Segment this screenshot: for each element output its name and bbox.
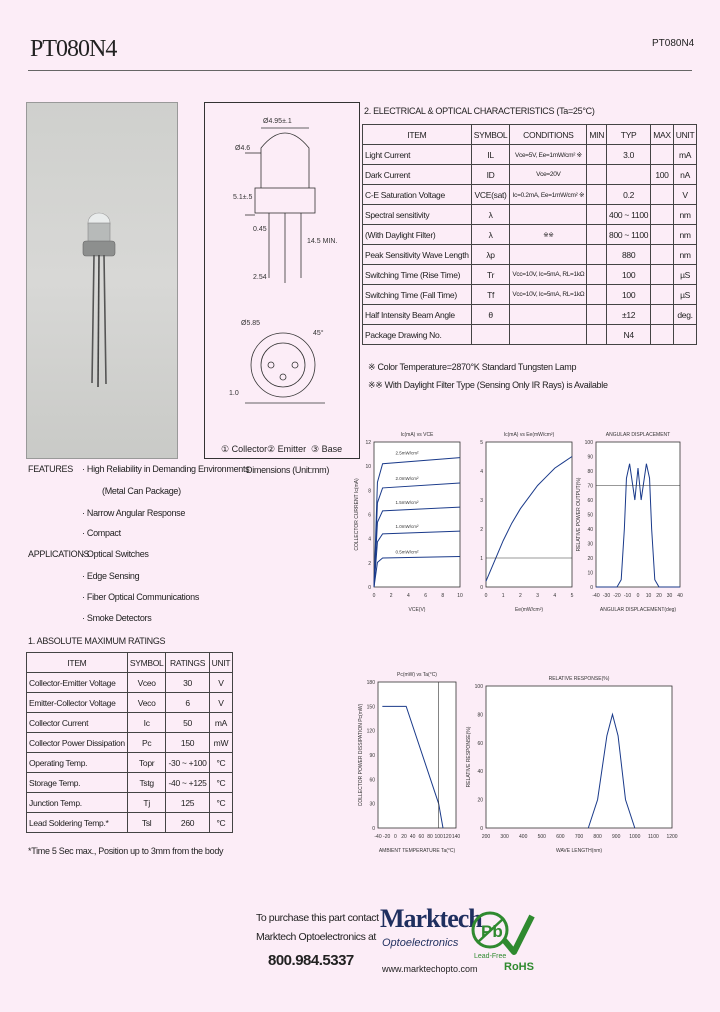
abs-table-row (27, 733, 233, 753)
abs-table-row (27, 813, 233, 833)
x-tick-label: 30 (666, 593, 673, 599)
abs-cell: Operating Temp. (27, 753, 128, 773)
features-label: FEATURES (28, 464, 73, 474)
x-tick-label: 6 (424, 593, 427, 599)
series-label: 2.5mW/cm² (395, 450, 419, 456)
feature-item: (Metal Can Package) (102, 486, 181, 496)
electrical-cell (510, 205, 587, 225)
electrical-cell (510, 325, 587, 345)
dim-label-7: 45° (313, 330, 324, 337)
abs-cell: °C (209, 793, 233, 813)
applications-label: APPLICATIONS (28, 549, 90, 559)
electrical-table-row (363, 165, 697, 185)
y-tick-label: 0 (480, 585, 483, 591)
electrical-cell (510, 245, 587, 265)
y-tick-label: 10 (365, 464, 371, 471)
abs-cell: Collector Power Dissipation (27, 733, 128, 753)
electrical-cell: λ (471, 225, 510, 245)
electrical-cell (607, 165, 651, 185)
el-header-symbol: SYMBOL (471, 125, 510, 145)
electrical-cell (673, 325, 697, 345)
lead-free-text: Lead-Free (474, 953, 507, 960)
electrical-table-row (363, 185, 697, 205)
electrical-cell (587, 185, 607, 205)
feature-item: · High Reliability in Demanding Environments (82, 464, 250, 474)
x-axis-label: AMBIENT TEMPERATURE Ta(°C) (378, 848, 456, 854)
electrical-cell: Package Drawing No. (363, 325, 472, 345)
electrical-cell: Switching Time (Fall Time) (363, 285, 472, 305)
electrical-cell: ID (471, 165, 510, 185)
electrical-cell (471, 325, 510, 345)
abs-cell: Ic (127, 713, 166, 733)
electrical-cell (651, 245, 674, 265)
y-tick-label: 12 (365, 440, 371, 446)
abs-cell: Topr (127, 753, 166, 773)
electrical-cell: nm (673, 225, 697, 245)
electrical-cell: λ (471, 205, 510, 225)
y-tick-label: 60 (477, 740, 483, 747)
chart-title: Ic(mA) vs Ee(mW/cm²) (503, 432, 555, 438)
y-tick-label: 60 (369, 777, 375, 784)
y-tick-label: 20 (477, 797, 483, 804)
y-tick-label: 40 (587, 527, 593, 533)
abs-header-item: ITEM (27, 653, 128, 673)
electrical-cell: Ic=0.2mA, Ee=1mW/cm² ※ (510, 185, 587, 205)
abs-cell: -30 ~ +100 (166, 753, 209, 773)
abs-cell: Storage Temp. (27, 773, 128, 793)
el-header-unit: UNIT (673, 125, 697, 145)
x-tick-label: 700 (574, 834, 584, 840)
electrical-cell (587, 225, 607, 245)
electrical-table-row (363, 225, 697, 245)
purchase-line-2: Marktech Optoelectronics at (256, 931, 376, 943)
abs-header-ratings: RATINGS (166, 653, 209, 673)
x-tick-label: 2 (519, 593, 522, 599)
outline-drawing (205, 103, 359, 458)
product-photo (26, 102, 178, 459)
abs-cell: -40 ~ +125 (166, 773, 209, 793)
electrical-cell: 400 ~ 1100 (607, 205, 651, 225)
x-tick-label: 0 (372, 593, 376, 599)
electrical-cell: 100 (651, 165, 674, 185)
y-tick-label: 120 (366, 728, 375, 735)
dim-label-1: Ø4.6 (235, 145, 251, 152)
electrical-cell (587, 265, 607, 285)
electrical-cell (510, 305, 587, 325)
electrical-cell: Vce=20V (510, 165, 587, 185)
y-tick-label: 100 (474, 684, 483, 690)
dim-label-6: Ø5.85 (241, 320, 261, 327)
electrical-cell: 100 (607, 285, 651, 305)
chart-title: Pc(mW) vs Ta(°C) (397, 672, 437, 678)
abs-cell: Veco (127, 693, 166, 713)
electrical-cell: nm (673, 205, 697, 225)
electrical-cell: nm (673, 245, 697, 265)
chart-ic-vce (348, 412, 466, 622)
application-item: · Edge Sensing (82, 571, 140, 581)
abs-cell: Tstg (127, 773, 166, 793)
electrical-cell: (With Daylight Filter) (363, 225, 472, 245)
electrical-cell: Spectral sensitivity (363, 205, 472, 225)
electrical-cell: V (673, 185, 697, 205)
series-label: 1.5mW/cm² (395, 500, 419, 506)
electrical-cell: Vcc=10V, Ic=5mA, RL=1kΩ (510, 265, 587, 285)
electrical-cell (587, 285, 607, 305)
electrical-cell: Light Current (363, 145, 472, 165)
el-header-conditions: CONDITIONS (510, 125, 587, 145)
y-tick-label: 2 (368, 560, 371, 567)
x-tick-label: -40 (374, 834, 382, 840)
application-item: · Optical Switches (82, 549, 149, 559)
abs-cell: 150 (166, 733, 209, 753)
application-item: · Smoke Detectors (82, 613, 152, 623)
x-tick-label: 8 (441, 593, 445, 599)
x-tick-label: 3 (536, 593, 539, 599)
abs-cell: Junction Temp. (27, 793, 128, 813)
abs-cell: Pc (127, 733, 166, 753)
x-tick-label: 40 (677, 593, 683, 599)
phone-number[interactable]: 800.984.5337 (268, 952, 354, 969)
abs-header-unit: UNIT (209, 653, 233, 673)
purchase-line-1: To purchase this part contact (256, 912, 379, 924)
x-tick-label: 100 (434, 834, 443, 840)
abs-cell: Collector Current (27, 713, 128, 733)
electrical-cell: nA (673, 165, 697, 185)
chart-title: RELATIVE RESPONSE(%) (548, 676, 610, 682)
feature-item: · Narrow Angular Response (82, 508, 186, 518)
x-tick-label: -30 (602, 593, 611, 599)
abs-max-table (26, 652, 233, 833)
abs-cell: Vceo (127, 673, 166, 693)
abs-cell: V (209, 693, 233, 713)
website-link[interactable]: www.marktechopto.com (382, 964, 478, 974)
x-tick-label: -40 (592, 593, 600, 599)
part-number-title: PT080N4 (30, 36, 117, 62)
plot-area (486, 442, 572, 587)
x-tick-label: 300 (500, 834, 509, 840)
abs-max-title: 1. ABSOLUTE MAXIMUM RATINGS (28, 636, 166, 646)
x-tick-label: 4 (553, 593, 557, 599)
pb-text: Pb (481, 922, 503, 941)
abs-cell: °C (209, 753, 233, 773)
electrical-table-row (363, 305, 697, 325)
phototransistor-image (27, 103, 177, 458)
x-tick-label: 4 (407, 593, 410, 599)
electrical-cell (587, 165, 607, 185)
y-tick-label: 3 (480, 498, 483, 504)
x-tick-label: 140 (451, 834, 461, 840)
pin-collector: ① Collector (221, 444, 268, 454)
dimensions-caption: Dimensions (Unit:mm) (246, 465, 330, 475)
electrical-table-row (363, 265, 697, 285)
y-tick-label: 0 (372, 826, 375, 832)
electrical-cell (587, 305, 607, 325)
dim-label-5: 2.54 (253, 274, 267, 281)
series-label: 0.5mW/cm² (395, 549, 419, 555)
header-part-number: PT080N4 (652, 38, 695, 49)
electrical-cell: 0.2 (607, 185, 651, 205)
electrical-cell (651, 225, 674, 245)
x-axis-label: WAVE LENGTH(nm) (555, 848, 603, 854)
el-header-typ: TYP (607, 125, 651, 145)
electrical-cell: λp (471, 245, 510, 265)
x-axis-label: VCE(V) (408, 607, 426, 613)
abs-cell: °C (209, 813, 233, 833)
electrical-cell: Tf (471, 285, 510, 305)
electrical-cell: IL (471, 145, 510, 165)
y-axis-label: RELATIVE RESPONSE(%) (466, 726, 472, 788)
electrical-cell: Half Intensity Beam Angle (363, 305, 472, 325)
y-tick-label: 90 (587, 454, 593, 461)
el-header-item: ITEM (363, 125, 472, 145)
electrical-cell: µS (673, 265, 697, 285)
electrical-cell (651, 185, 674, 205)
y-tick-label: 70 (587, 483, 593, 490)
y-axis-label: RELATIVE POWER OUTPUT(%) (576, 477, 582, 552)
y-tick-label: 6 (368, 512, 371, 519)
abs-header-symbol: SYMBOL (127, 653, 166, 673)
abs-cell: Tsl (127, 813, 166, 833)
dim-label-4: 0.45 (253, 226, 267, 233)
chart-ic-ee (468, 412, 578, 622)
dim-label-3: 14.5 MIN. (307, 238, 338, 245)
dim-label-0: Ø4.95±.1 (263, 118, 292, 125)
x-tick-label: 1100 (648, 834, 659, 840)
abs-cell: Tj (127, 793, 166, 813)
electrical-cell: Peak Sensitivity Wave Length (363, 245, 472, 265)
series-label: 1.0mW/cm² (395, 524, 419, 530)
x-axis-label: ANGULAR DISPLACEMENT(deg) (599, 607, 677, 613)
electrical-cell: 880 (607, 245, 651, 265)
x-tick-label: -20 (613, 593, 621, 599)
abs-cell: 30 (166, 673, 209, 693)
abs-cell: mA (209, 713, 233, 733)
abs-cell: 125 (166, 793, 209, 813)
abs-cell: 6 (166, 693, 209, 713)
x-tick-label: 10 (457, 593, 463, 599)
x-tick-label: 0 (484, 593, 488, 599)
x-axis-label: Ee(mW/cm²) (514, 607, 544, 613)
x-tick-label: 1 (501, 593, 505, 599)
abs-table-row (27, 793, 233, 813)
x-tick-label: -20 (383, 834, 391, 840)
brand-subtitle: Optoelectronics (382, 937, 459, 949)
x-tick-label: 500 (537, 834, 546, 840)
y-tick-label: 0 (480, 826, 483, 832)
y-axis-label: COLLECTOR CURRENT Ic(mA) (354, 478, 360, 551)
electrical-cell (651, 205, 674, 225)
electrical-cell: Dark Current (363, 165, 472, 185)
electrical-cell (587, 245, 607, 265)
electrical-cell: ※※ (510, 225, 587, 245)
electrical-table-row (363, 145, 697, 165)
electrical-cell (651, 265, 674, 285)
application-item: · Fiber Optical Communications (82, 592, 200, 602)
y-tick-label: 4 (480, 469, 483, 475)
electrical-cell: ±12 (607, 305, 651, 325)
abs-footnote: *Time 5 Sec max., Position up to 3mm from the body (28, 846, 224, 856)
x-tick-label: 600 (556, 834, 565, 840)
x-tick-label: 1000 (629, 834, 641, 840)
y-tick-label: 30 (369, 801, 375, 808)
chart-title: ANGULAR DISPLACEMENT (605, 432, 671, 438)
x-tick-label: 400 (519, 834, 528, 840)
x-tick-label: 0 (636, 593, 640, 599)
electrical-cell (651, 305, 674, 325)
dimension-drawing (204, 102, 360, 459)
x-tick-label: -10 (623, 593, 632, 599)
x-tick-label: 900 (612, 834, 621, 840)
rohs-check-icon (500, 910, 536, 972)
electrical-cell (651, 285, 674, 305)
y-tick-label: 1 (480, 556, 483, 562)
abs-table-row (27, 753, 233, 773)
y-tick-label: 20 (587, 556, 593, 562)
chart-title: Ic(mA) vs VCE (400, 432, 434, 438)
abs-cell: Lead Soldering Temp.* (27, 813, 128, 833)
feature-item: · Compact (82, 528, 121, 538)
electrical-cell (587, 145, 607, 165)
y-tick-label: 80 (587, 469, 593, 475)
x-tick-label: 20 (656, 593, 662, 599)
abs-cell: mW (209, 733, 233, 753)
y-tick-label: 180 (366, 680, 375, 686)
y-tick-label: 90 (369, 753, 375, 759)
y-tick-label: 10 (587, 570, 593, 577)
chart-angular (576, 412, 686, 622)
x-tick-label: 5 (570, 593, 574, 599)
electrical-table-row (363, 245, 697, 265)
electrical-table (362, 124, 697, 345)
electrical-table-row (363, 285, 697, 305)
electrical-cell (651, 325, 674, 345)
x-tick-label: 800 (593, 834, 602, 840)
y-tick-label: 40 (477, 769, 483, 776)
abs-table-row (27, 773, 233, 793)
x-tick-label: 10 (645, 593, 652, 599)
dim-label-8: 1.0 (229, 390, 239, 397)
electrical-cell: mA (673, 145, 697, 165)
abs-table-row (27, 713, 233, 733)
electrical-cell: Vce=5V, Ee=1mW/cm² ※ (510, 145, 587, 165)
plot-area (596, 442, 680, 587)
electrical-cell: Switching Time (Rise Time) (363, 265, 472, 285)
electrical-title: 2. ELECTRICAL & OPTICAL CHARACTERISTICS (Ta=25°C) (364, 106, 595, 116)
electrical-note-2: ※※ With Daylight Filter Type (Sensing Only IR Rays) is Available (368, 380, 608, 390)
electrical-cell: N4 (607, 325, 651, 345)
y-tick-label: 100 (584, 440, 593, 446)
y-tick-label: 8 (368, 488, 371, 495)
y-tick-label: 80 (477, 712, 483, 719)
abs-cell: Collector-Emitter Voltage (27, 673, 128, 693)
el-header-max: MAX (651, 125, 674, 145)
plot-area (486, 686, 672, 828)
electrical-cell: deg. (673, 305, 697, 325)
y-tick-label: 4 (368, 536, 371, 543)
pin-emitter: ② Emitter (267, 444, 307, 454)
pin-base: ③ Base (311, 444, 343, 454)
electrical-table-row (363, 325, 697, 345)
chart-pc-ta (356, 656, 468, 864)
y-tick-label: 150 (366, 704, 375, 711)
y-tick-label: 2 (480, 527, 483, 533)
electrical-cell: 100 (607, 265, 651, 285)
x-tick-label: 60 (418, 834, 425, 840)
header-rule (28, 70, 692, 71)
dim-label-2: 5.1±.5 (233, 194, 253, 201)
electrical-cell: θ (471, 305, 510, 325)
abs-table-row (27, 693, 233, 713)
electrical-cell: Vcc=10V, Ic=5mA, RL=1kΩ (510, 285, 587, 305)
electrical-table-row (363, 205, 697, 225)
y-tick-label: 60 (587, 498, 593, 504)
y-axis-label: COLLECTOR POWER DISSIPATION Pc(mW) (358, 703, 364, 807)
electrical-cell (587, 205, 607, 225)
el-header-min: MIN (587, 125, 607, 145)
y-tick-label: 0 (590, 585, 593, 591)
electrical-cell: Tr (471, 265, 510, 285)
abs-cell: 50 (166, 713, 209, 733)
electrical-cell: µS (673, 285, 697, 305)
abs-cell: °C (209, 773, 233, 793)
abs-table-row (27, 673, 233, 693)
series-label: 2.0mW/cm² (395, 475, 419, 481)
x-tick-label: 120 (443, 834, 452, 840)
electrical-cell (651, 145, 674, 165)
chart-spectral (456, 652, 680, 864)
y-tick-label: 5 (480, 440, 483, 446)
y-tick-label: 50 (587, 512, 593, 519)
abs-cell: Emitter-Collector Voltage (27, 693, 128, 713)
abs-cell: 260 (166, 813, 209, 833)
brand-logo: Marktech (380, 904, 482, 933)
x-tick-label: 20 (401, 834, 407, 840)
rohs-text: RoHS (504, 961, 534, 972)
x-tick-label: 2 (389, 593, 393, 599)
x-tick-label: 1200 (666, 834, 678, 840)
electrical-cell: 3.0 (607, 145, 651, 165)
x-tick-label: 0 (393, 834, 397, 840)
electrical-cell: C-E Saturation Voltage (363, 185, 472, 205)
x-tick-label: 80 (427, 834, 433, 840)
x-tick-label: 40 (409, 834, 416, 840)
y-tick-label: 30 (587, 541, 593, 548)
electrical-note-1: ※ Color Temperature=2870°K Standard Tungsten Lamp (368, 362, 577, 372)
electrical-cell: 800 ~ 1100 (607, 225, 651, 245)
plot-area (378, 682, 456, 828)
electrical-cell (587, 325, 607, 345)
x-tick-label: 200 (481, 834, 491, 840)
electrical-cell: VCE(sat) (471, 185, 510, 205)
y-tick-label: 0 (368, 585, 371, 591)
abs-cell: V (209, 673, 233, 693)
